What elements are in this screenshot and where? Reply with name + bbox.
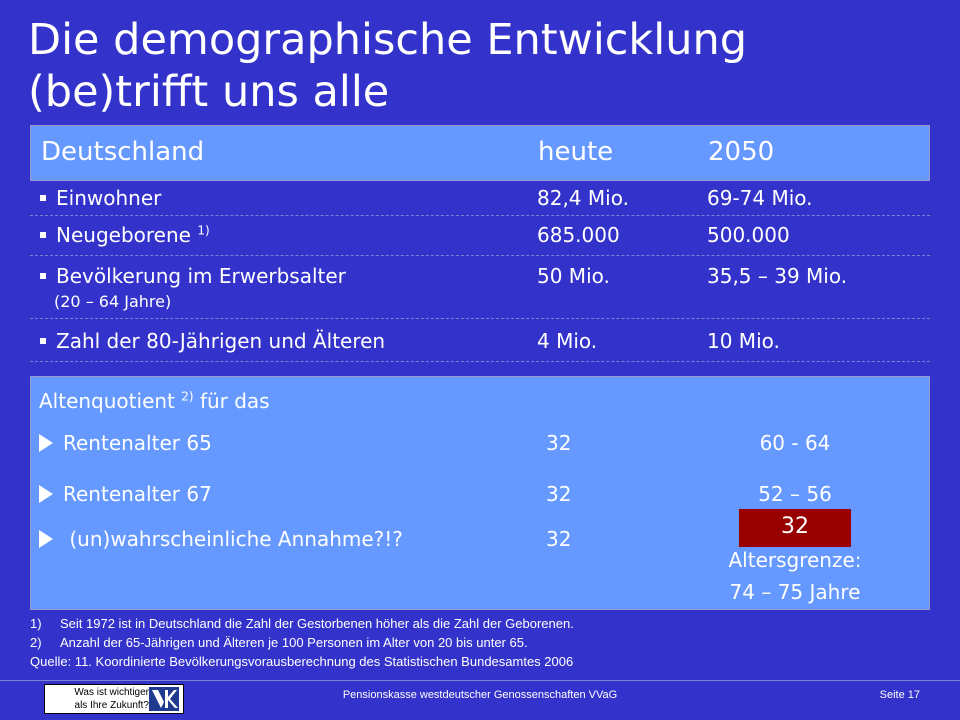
slide-title (28, 14, 928, 118)
table-row (30, 319, 930, 362)
ratio-row-label: Rentenalter 65 (39, 431, 212, 455)
header-2050: 2050 (708, 137, 775, 167)
row-future: 500.000 (707, 223, 790, 247)
old-age-ratio-panel (30, 376, 930, 610)
age-limit-value: 74 – 75 Jahre (729, 580, 861, 604)
logo-slogan: Was ist wichtiger als Ihre Zukunft? (74, 687, 149, 711)
header-country: Deutschland (41, 137, 205, 167)
row-label: Neugeborene $^{1)}$ (40, 223, 210, 247)
row-label: Einwohner (40, 186, 161, 210)
ratio-row-future: 32 (781, 514, 809, 539)
ratio-row-label: (un)wahrscheinliche Annahme?!? (39, 527, 403, 551)
row-future: 35,5 – 39 Mio. (707, 264, 848, 288)
slide-title-line2: (be)trifft uns alle (28, 67, 390, 117)
triangle-bullet-icon (39, 530, 53, 548)
row-today: 4 Mio. (537, 329, 598, 353)
page-number: Seite 17 (879, 689, 920, 701)
square-bullet-icon (40, 338, 46, 344)
table-header (30, 125, 930, 181)
ratio-row-future: 52 – 56 (758, 482, 832, 506)
footnote-ref: 1) (197, 223, 210, 238)
row-today: 50 Mio. (537, 264, 610, 288)
row-today: 685.000 (537, 223, 620, 247)
triangle-bullet-icon (39, 434, 53, 452)
age-limit-label: Altersgrenze: (728, 548, 862, 572)
source-note: Quelle: 11. Koordinierte Bevölkerungsvorausberechnung des Statistischen Bundesamtes 2006 (30, 654, 574, 669)
panel-heading: Altenquotient $^{2)}$ für das (39, 389, 270, 413)
highlight-box (739, 509, 851, 547)
footnotes (30, 614, 930, 671)
footnote-ref: 2) (181, 389, 194, 404)
triangle-bullet-icon (39, 485, 53, 503)
ratio-row-today: 32 (546, 527, 572, 551)
footnote: 1) Seit 1972 ist in Deutschland die Zahl der Gestorbenen höher als die Zahl der Geborenen. (30, 616, 574, 631)
ratio-row-today: 32 (546, 482, 572, 506)
table-row (30, 216, 930, 256)
table-row (30, 256, 930, 319)
row-label: Zahl der 80-Jährigen und Älteren (40, 329, 385, 353)
row-label: Bevölkerung im Erwerbsalter (40, 264, 346, 288)
footer-divider (0, 680, 960, 681)
footnote: 2) Anzahl der 65-Jährigen und Älteren je 100 Personen im Alter von 20 bis unter 65. (30, 635, 528, 650)
square-bullet-icon (40, 232, 46, 238)
ratio-row-label: Rentenalter 67 (39, 482, 212, 506)
ratio-row-future: 60 - 64 (759, 431, 831, 455)
footer-company: Pensionskasse westdeutscher Genossenschaften VVaG (342, 689, 618, 701)
row-sublabel: (20 – 64 Jahre) (54, 292, 172, 311)
square-bullet-icon (40, 273, 46, 279)
table-row (30, 181, 930, 216)
ratio-row-today: 32 (546, 431, 572, 455)
row-today: 82,4 Mio. (537, 186, 629, 210)
row-future: 69-74 Mio. (707, 186, 813, 210)
square-bullet-icon (40, 195, 46, 201)
header-today: heute (538, 137, 614, 167)
slide-title-line1: Die demographische Entwicklung (28, 15, 748, 65)
row-future: 10 Mio. (707, 329, 780, 353)
